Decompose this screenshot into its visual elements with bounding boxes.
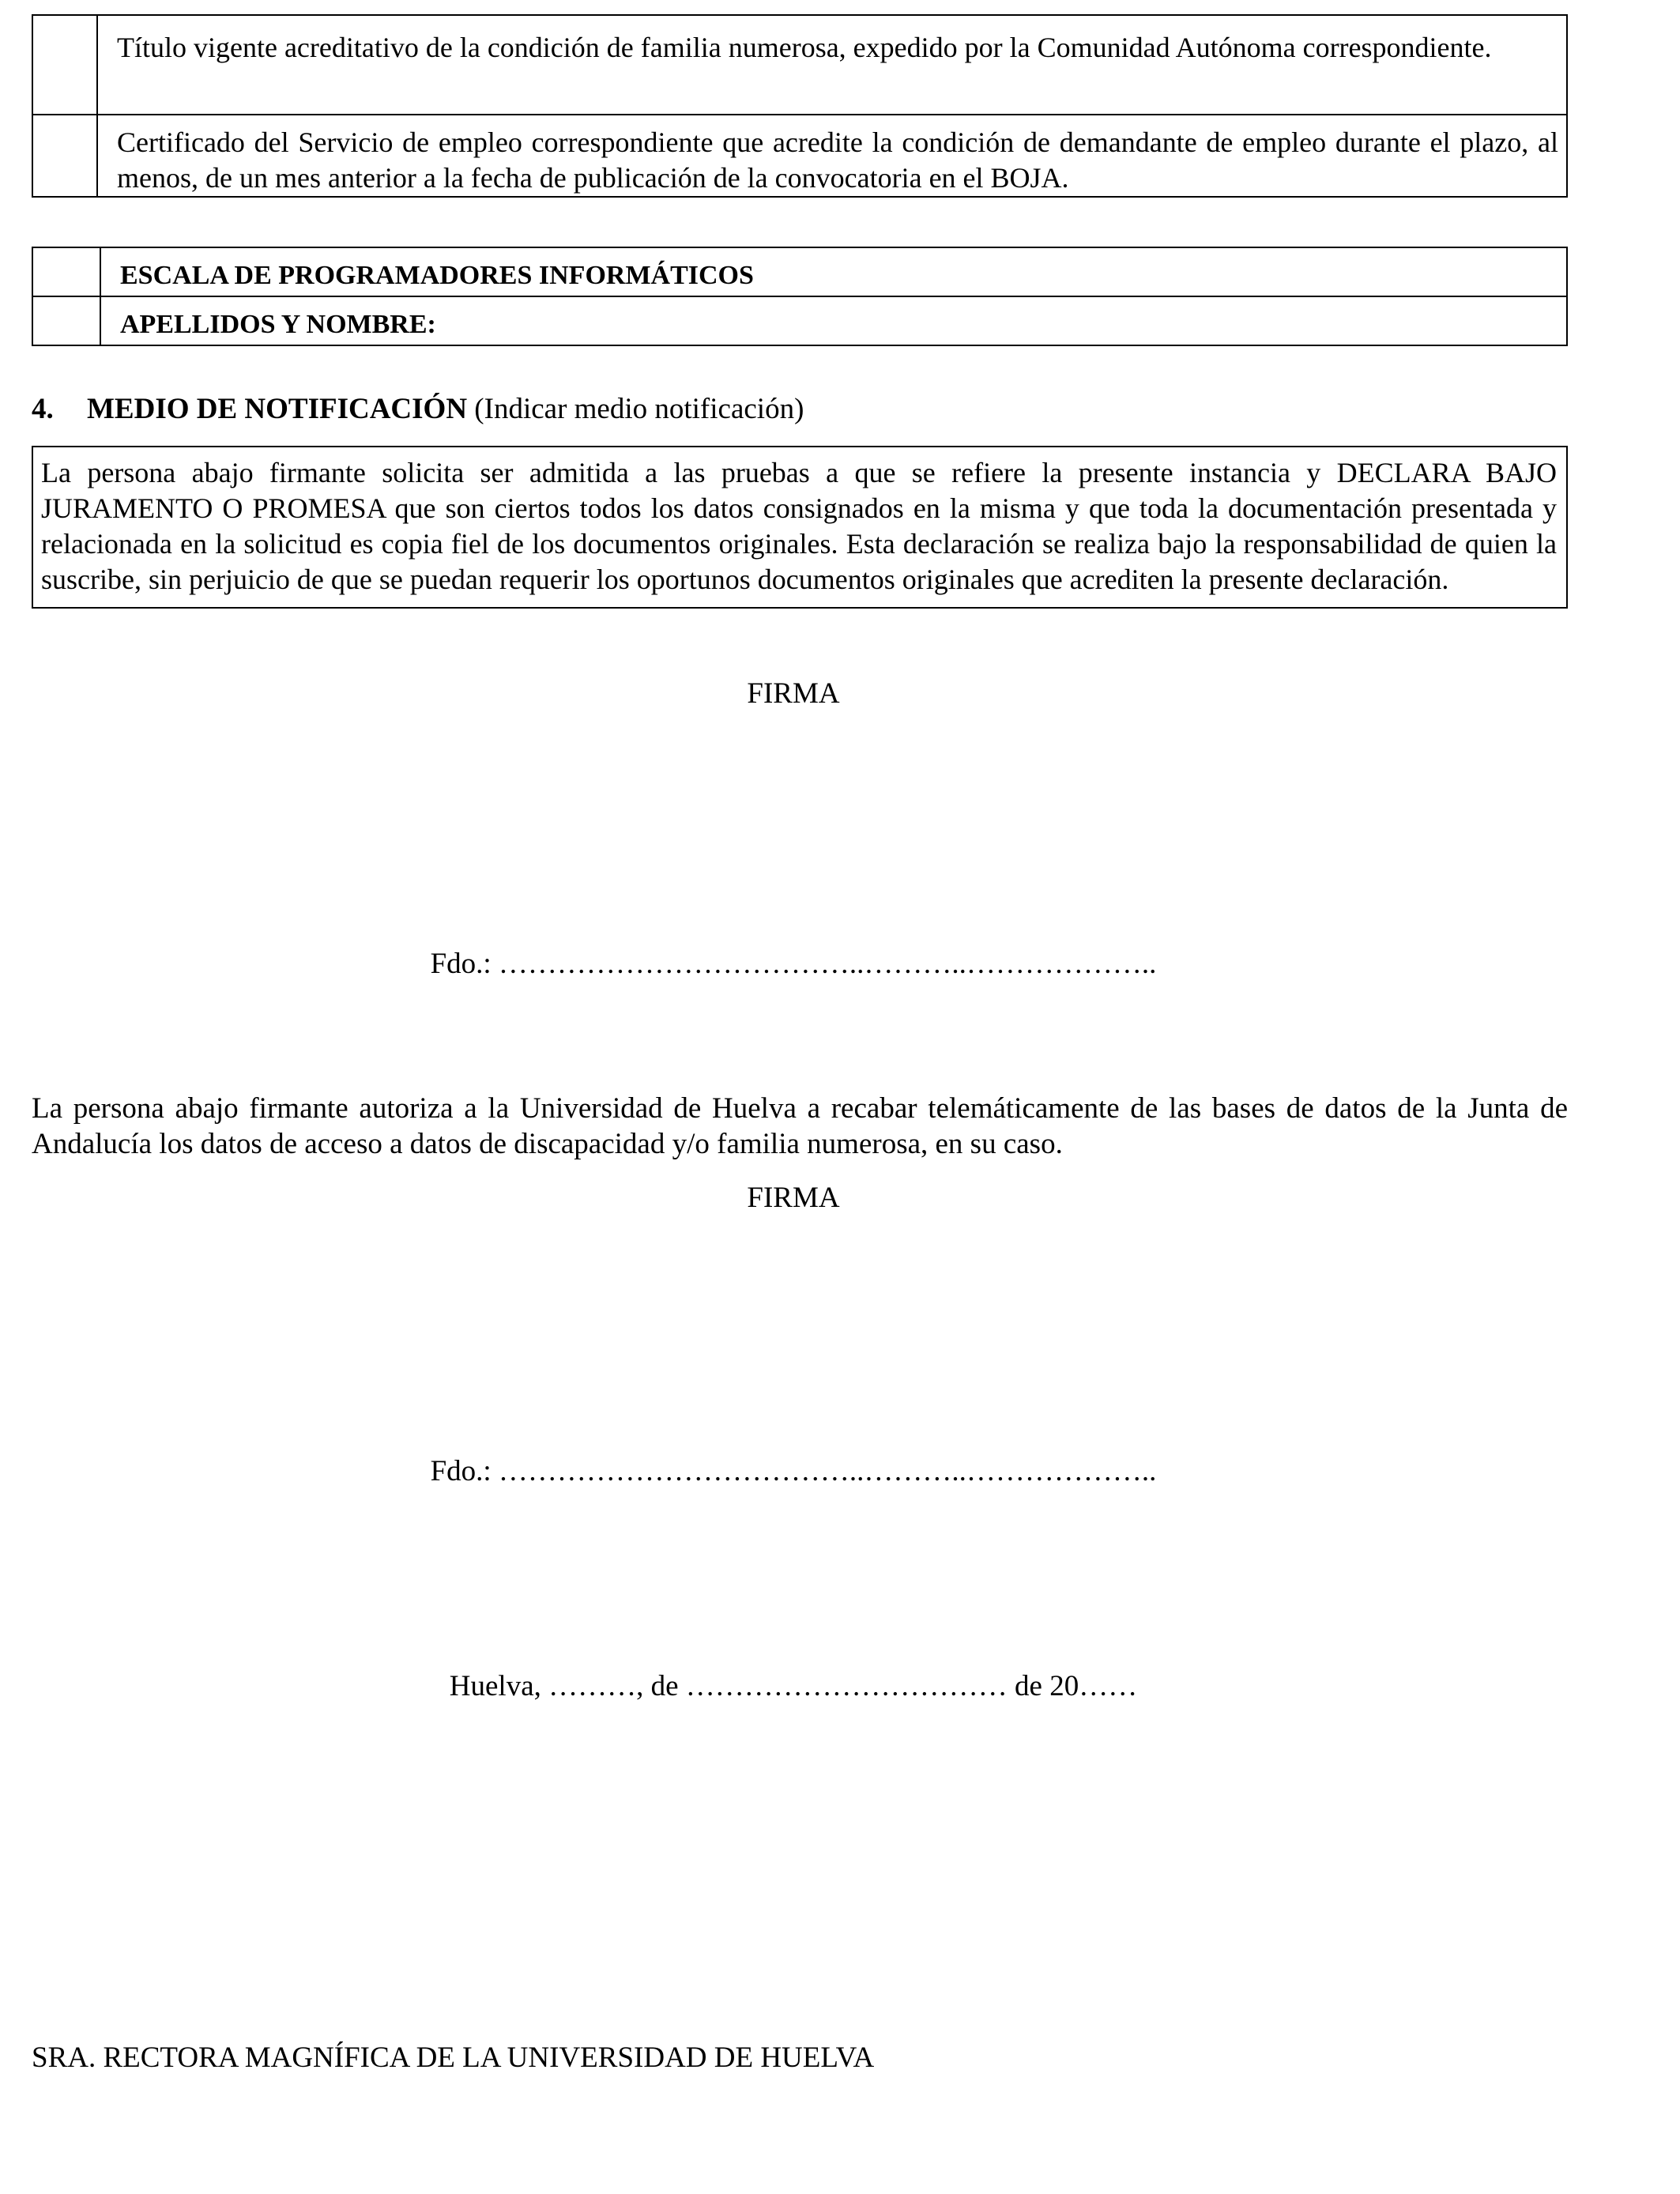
escala-table xyxy=(32,247,1568,346)
checkbox-apellidos[interactable] xyxy=(32,296,100,345)
checkbox-familia-numerosa[interactable] xyxy=(32,15,97,115)
addressee: SRA. RECTORA MAGNÍFICA DE LA UNIVERSIDAD DE HUELVA xyxy=(32,2041,875,2074)
row-text: Certificado del Servicio de empleo correspondiente que acredite la condición de demandante de empleo durante el plazo, al menos, de un mes anterior a la fecha de publicación de la convocatoria en el BOJA. xyxy=(97,115,1567,197)
escala-label: ESCALA DE PROGRAMADORES INFORMÁTICOS xyxy=(100,247,1567,296)
documentation-table xyxy=(32,14,1568,198)
checkbox-escala[interactable] xyxy=(32,247,100,296)
signature-line-1[interactable]: Fdo.: ………………………………..………..……………….. xyxy=(430,948,1157,980)
row-text: Título vigente acreditativo de la condición de familia numerosa, expedido por la Comunidad Autónoma correspondiente. xyxy=(97,15,1567,115)
signature-line-2[interactable]: Fdo.: ………………………………..………..……………….. xyxy=(430,1455,1157,1487)
section-title: MEDIO DE NOTIFICACIÓN xyxy=(87,393,468,425)
signature-label-2: FIRMA xyxy=(747,1182,840,1214)
signature-label-1: FIRMA xyxy=(747,677,840,710)
table-row xyxy=(32,115,1567,197)
checkbox-demandante-empleo[interactable] xyxy=(32,115,97,197)
table-row xyxy=(32,247,1567,296)
section-4-heading xyxy=(32,392,804,426)
authorization-paragraph: La persona abajo firmante autoriza a la Universidad de Huelva a recabar telemáticamente de las bases de datos de la Junta de Andalucía los datos de acceso a datos de discapacidad y/o familia numerosa, en su caso. xyxy=(32,1092,1568,1160)
apellidos-label: APELLIDOS Y NOMBRE: xyxy=(100,296,1567,345)
declaration-box: La persona abajo firmante solicita ser admitida a las pruebas a que se refiere la presente instancia y DECLARA BAJO JURAMENTO O PROMESA que son ciertos todos los datos consignados en la misma y que toda la documentación presentada y relacionada en la solicitud es copia fiel de los documentos originales. Esta declaración se realiza bajo la responsabilidad de quien la suscribe, sin perjuicio de que se puedan requerir los oportunos documentos originales que acrediten la presente declaración. xyxy=(32,446,1568,609)
section-number: 4. xyxy=(32,393,54,425)
date-line[interactable]: Huelva, ………, de …………………………… de 20…… xyxy=(449,1670,1138,1702)
table-row xyxy=(32,296,1567,345)
section-subtitle: (Indicar medio notificación) xyxy=(474,393,804,425)
table-row xyxy=(32,15,1567,115)
